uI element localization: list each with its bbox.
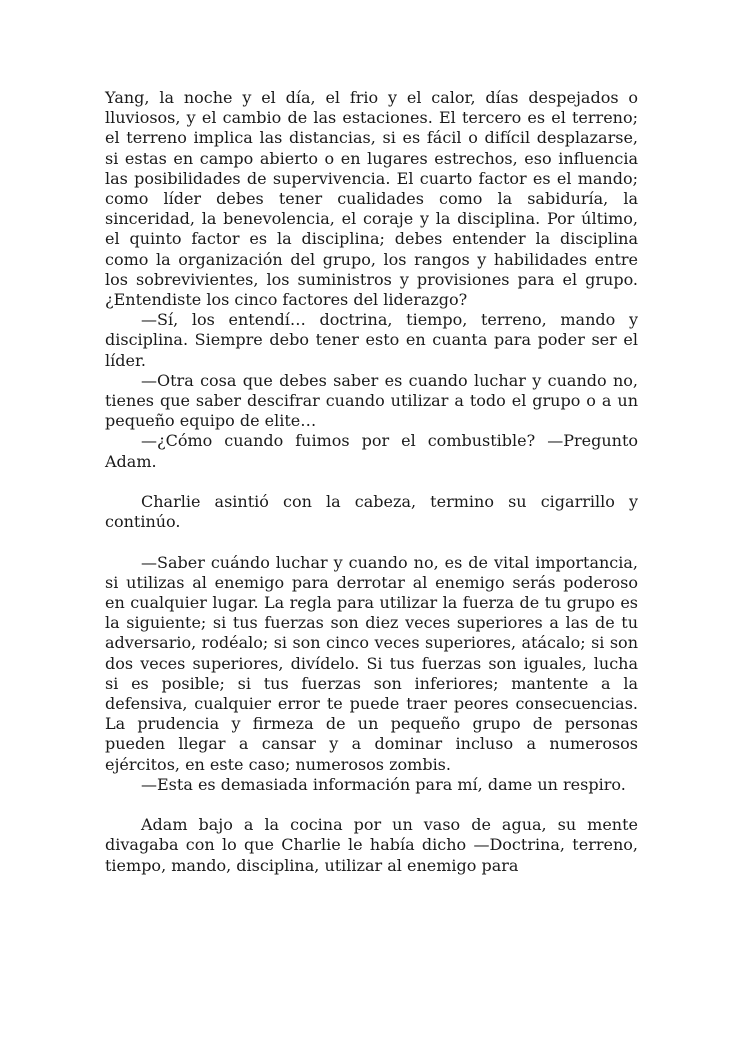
dialogue-paragraph: —Esta es demasiada información para mí, dame un respiro.: [141, 774, 626, 794]
dialogue-paragraph: —¿Cómo cuando fuimos por el combustible? —Pregunto Adam.: [105, 431, 638, 471]
paragraph-continuation: Yang, la noche y el día, el frio y el calor, días despejados o lluviosos, y el cambio de las estaciones. El tercero es el terreno; el terreno implica las distancias, si es fácil o difícil desplazarse, si estas en campo abierto o en lugares estrechos, eso influencia las posibilidades de supervivencia. El cuarto factor es el mando; como líder debes tener cualidades como la sabiduría, la sinceridad, la benevolencia, el coraje y la disciplina. Por último, el quinto factor es la disciplina; debes entender la disciplina como la organización del grupo, los rangos y habilidades entre los sobrevivientes, los suministros y provisiones para el grupo. ¿Entendiste los cinco factores del liderazgo?: [105, 88, 638, 310]
dialogue-paragraph: —Sí, los entendí… doctrina, tiempo, terreno, mando y disciplina. Siempre debo tener esto en cuanta para poder ser el líder.: [105, 310, 638, 370]
narration-paragraph: Charlie asintió con la cabeza, termino su cigarrillo y continúo.: [105, 492, 638, 532]
page-body: [105, 88, 638, 876]
dialogue-paragraph: —Saber cuándo luchar y cuando no, es de vital importancia, si utilizas al enemigo para derrotar al enemigo serás poderoso en cualquier lugar. La regla para utilizar la fuerza de tu grupo es la siguiente; si tus fuerzas son diez veces superiores a las de tu adversario, rodéalo; si son cinco veces superiores, atácalo; si son dos veces superiores, divídelo. Si tus fuerzas son iguales, lucha si es posible; si tus fuerzas son inferiores; mantente a la defensiva, cualquier error te puede traer peores consecuencias. La prudencia y firmeza de un pequeño grupo de personas pueden llegar a cansar y a dominar incluso a numerosos ejércitos, en este caso; numerosos zombis.: [105, 552, 638, 774]
dialogue-paragraph: —Otra cosa que debes saber es cuando luchar y cuando no, tienes que saber descifrar cuando utilizar a todo el grupo o a un pequeño equipo de elite…: [105, 370, 638, 431]
narration-paragraph: Adam bajo a la cocina por un vaso de agua, su mente divagaba con lo que Charlie le había dicho —Doctrina, terreno, tiempo, mando, disciplina, utilizar al enemigo para: [105, 815, 638, 875]
